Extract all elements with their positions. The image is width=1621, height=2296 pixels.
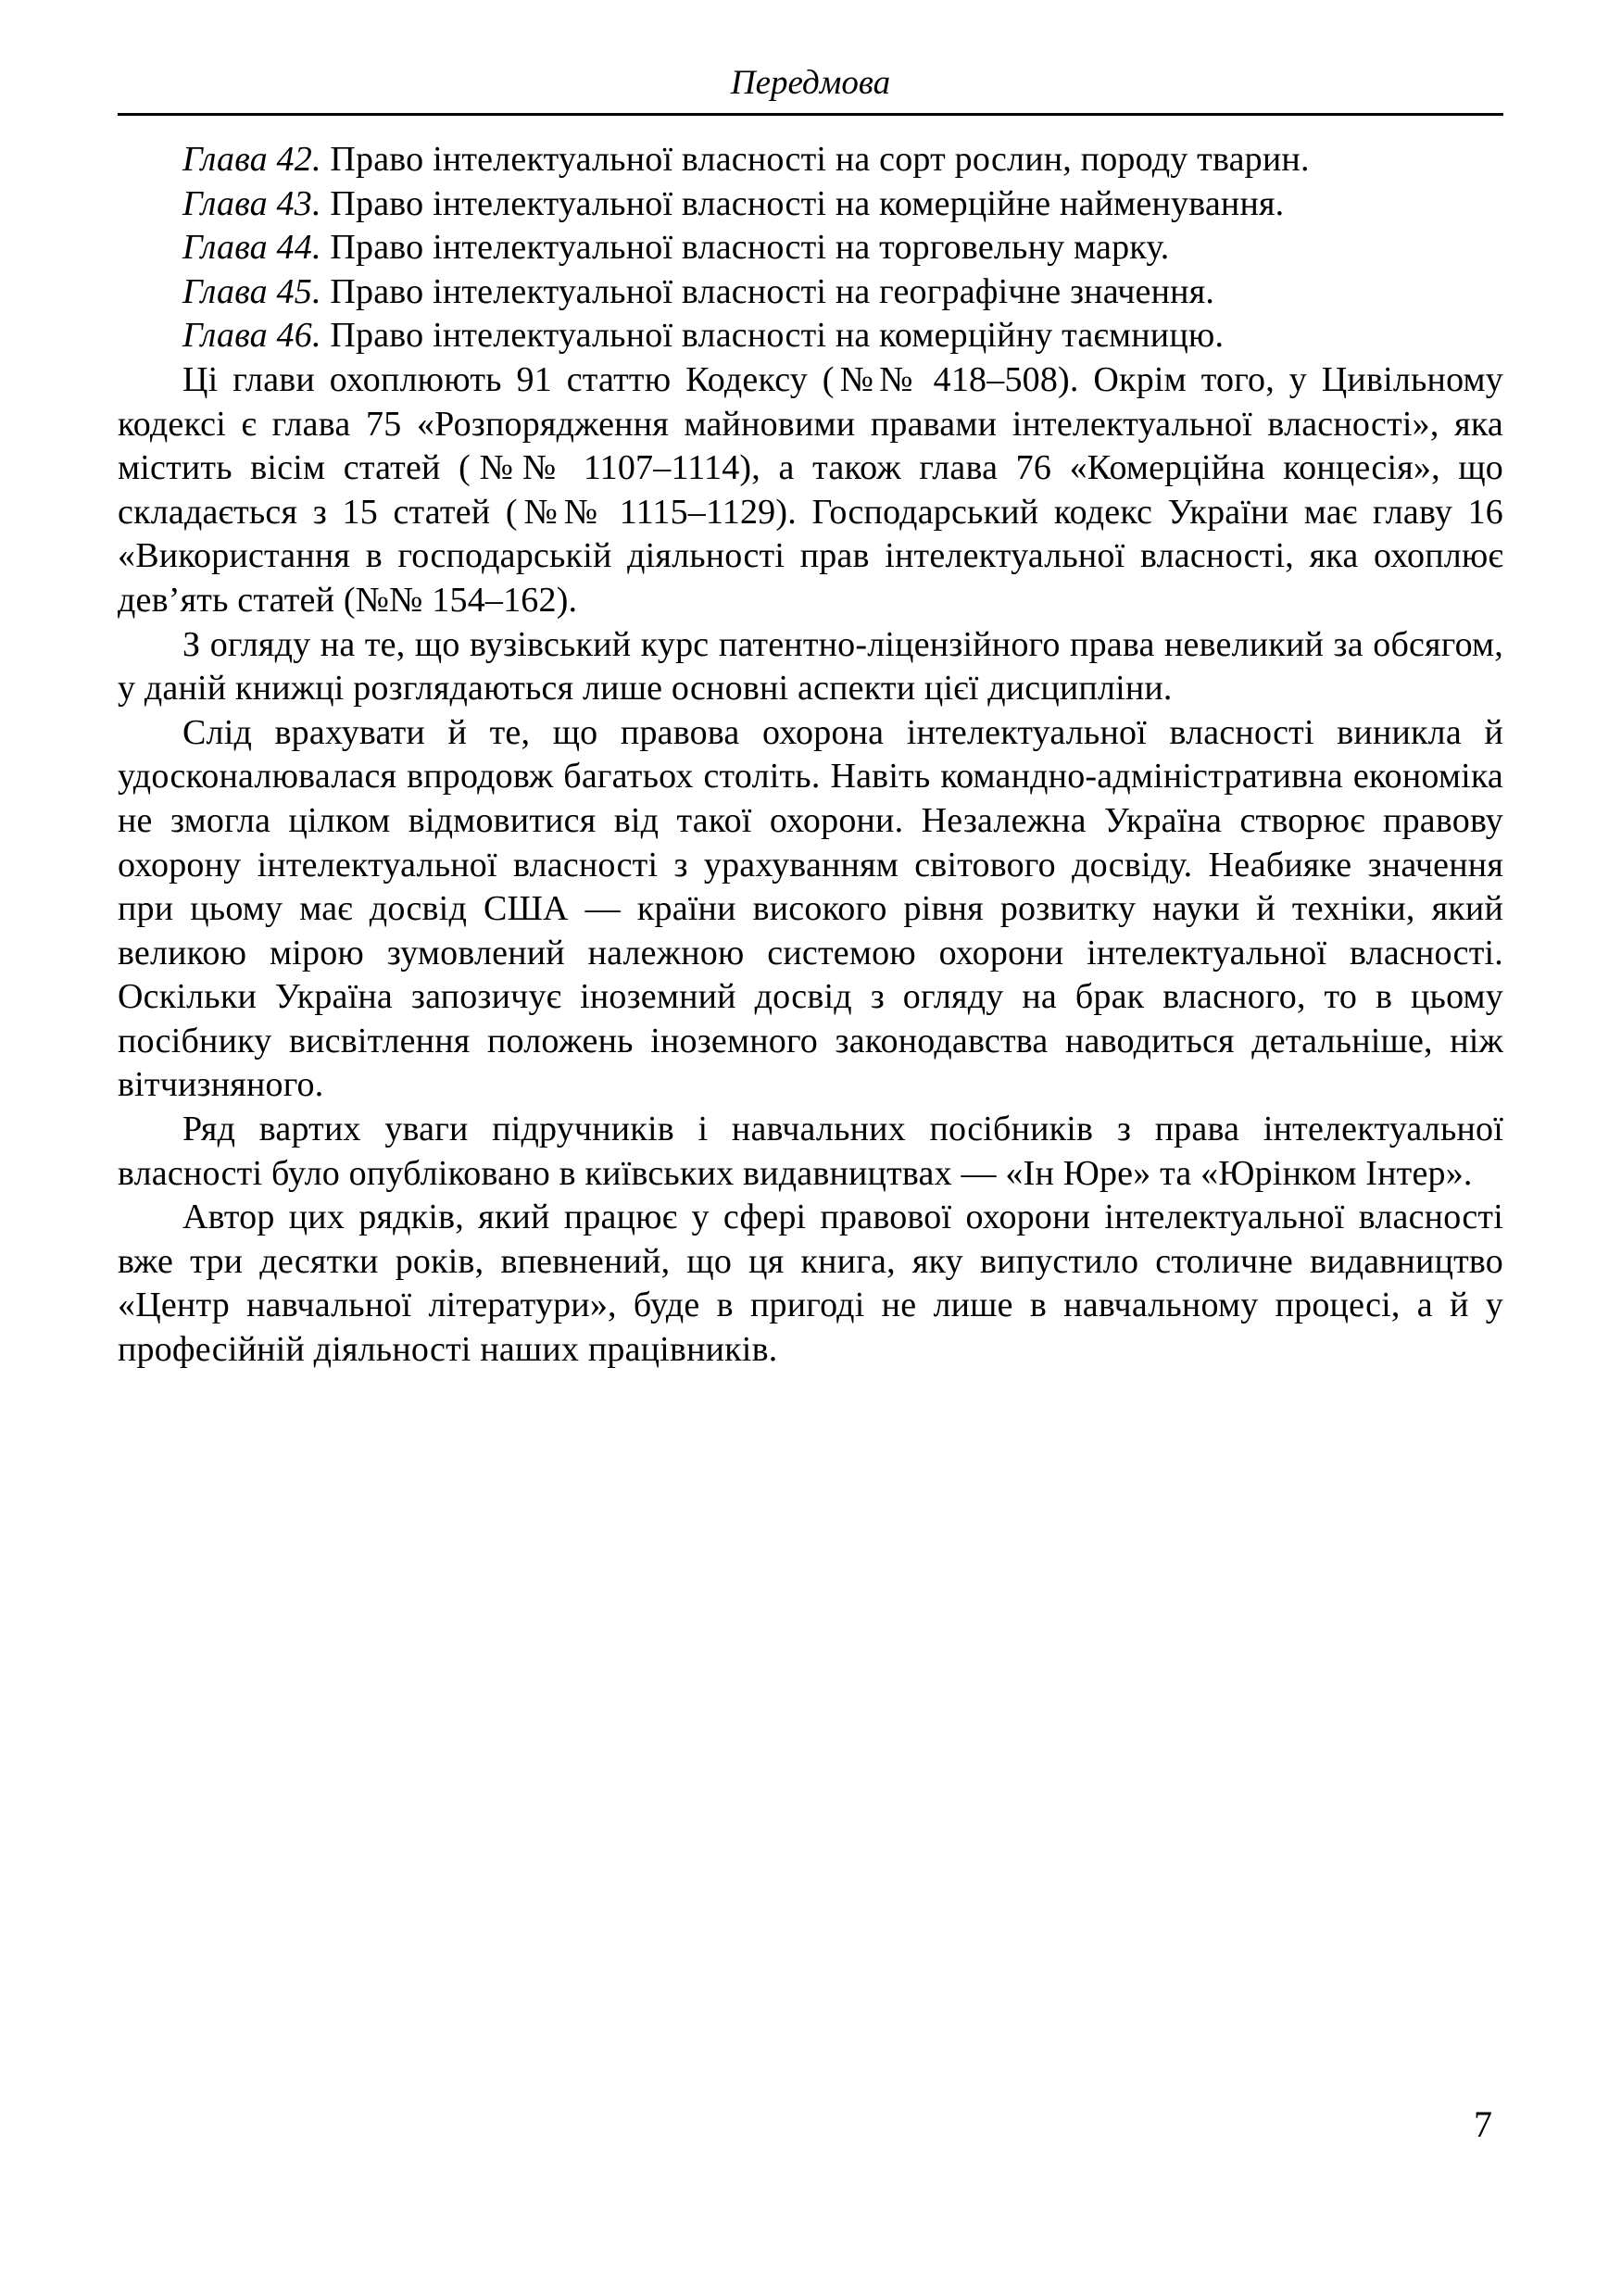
- paragraph: Глава 46. Право інтелектуальної власності на комерційну таємницю.: [182, 316, 1225, 356]
- chapter-lead: Глава 42.: [182, 140, 321, 179]
- paragraph: Слід врахувати й те, що правова охорона інтелектуальної власності виникла й удосконалювалася впродовж багатьох століть. Навіть командно-адміністративна економіка не змогла цілком відмовитися від такої охорони. Незалежна Україна створює правову охорону інтелектуальної власності з урахуванням світового досвіду. Неабияке значення при цьому має досвід США — країни високого рівня розвитку науки й техніки, який великою мірою зумовлений належною системою охорони інтелектуальної власності. Оскільки Україна запозичує іноземний досвід з огляду на брак власного, то в цьому посібнику висвітлення положень іноземного законодавства наводиться детальніше, ніж вітчизняного.: [118, 712, 1503, 1105]
- chapter-lead: Глава 46.: [182, 316, 321, 356]
- paragraph: Автор цих рядків, який працює у сфері правової охорони інтелектуальної власності вже три десятки років, впевнений, що ця книга, яку випустило столичне видавництво «Центр навчальної літератури», буде в пригоді не лише в навчальному процесі, а й у професійній діяльності наших працівників.: [118, 1198, 1503, 1370]
- paragraph: Ряд вартих уваги підручників і навчальних посібників з права інтелектуальної власності було опубліковано в київських видавництвах — «Ін Юре» та «Юрінком Інтер».: [118, 1110, 1503, 1193]
- paragraph: Глава 42. Право інтелектуальної власності на сорт рослин, породу тварин.: [182, 140, 1310, 179]
- body-text: [118, 138, 1503, 1373]
- paragraph: З огляду на те, що вузівський курс патентно-ліцензійного права невеликий за обсягом, у даній книжці розглядаються лише основні аспекти цієї дисципліни.: [118, 624, 1503, 709]
- book-page: [118, 65, 1503, 2223]
- chapter-lead: Глава 43.: [182, 183, 321, 223]
- paragraph: Глава 45. Право інтелектуальної власності на географічне значення.: [182, 271, 1215, 311]
- chapter-lead: Глава 44.: [182, 228, 321, 268]
- page-number: 7: [1474, 2103, 1492, 2145]
- paragraph: Глава 43. Право інтелектуальної власності на комерційне найменування.: [182, 183, 1285, 223]
- running-header-title: Передмова: [730, 64, 891, 102]
- paragraph: Ці глави охоплюють 91 статтю Кодексу (№№ 418–508). Окрім того, у Цивільному кодексі є глава 75 «Розпорядження майновими правами інтелектуальної власності», яка містить вісім статей (№№ 1107–1114), а також глава 76 «Комерційна концесія», що складається з 15 статей (№№ 1115–1129). Господарський кодекс України має главу 16 «Використання в господарській діяльності прав інтелектуальної власності, яка охоплює дев’ять статей (№№ 154–162).: [118, 359, 1503, 620]
- header-rule: [118, 113, 1503, 116]
- paragraph: Глава 44. Право інтелектуальної власності на торговельну марку.: [182, 228, 1170, 268]
- chapter-lead: Глава 45.: [182, 271, 321, 311]
